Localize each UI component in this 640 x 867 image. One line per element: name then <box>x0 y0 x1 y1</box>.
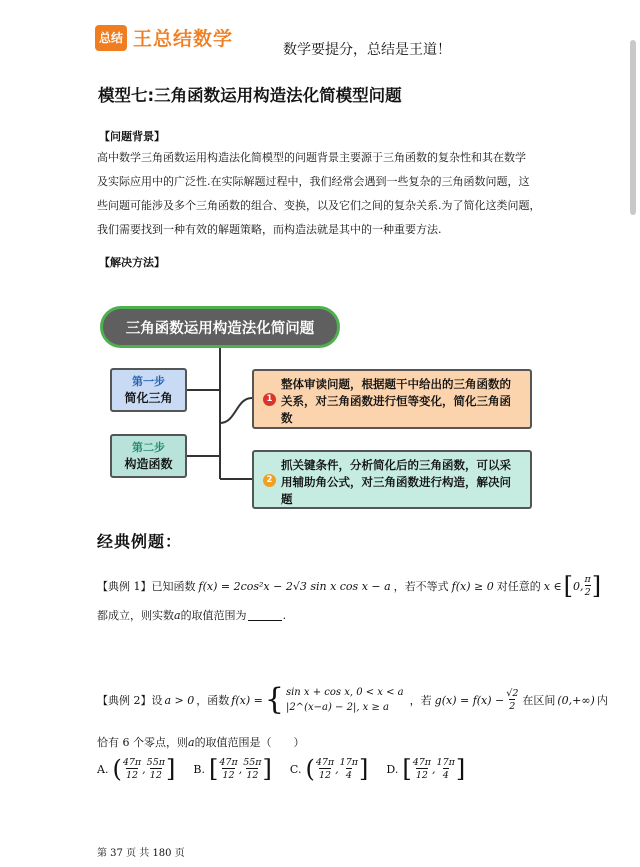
fraction-denominator: 4 <box>442 770 449 781</box>
example1-line2 <box>97 607 286 623</box>
diagram-step2 <box>110 434 187 478</box>
example2-text: ，函数 <box>196 694 230 707</box>
example1-text2: 对任意的 <box>496 580 541 593</box>
option-open: ( <box>112 755 122 783</box>
number-badge-icon: 2 <box>263 474 276 487</box>
diagram-step1 <box>110 368 187 412</box>
box1-text: 整体审读问题，根据题干中给出的三角函数的关系，对三角函数进行恒等变化，简化三角函数 <box>281 377 511 425</box>
example2-label: 【典例 2】设 <box>97 694 163 707</box>
option-fraction-2 <box>243 757 261 781</box>
example2-fraction <box>506 688 518 712</box>
example1-text: ，若不等式 <box>393 580 449 593</box>
option-d[interactable] <box>386 757 465 781</box>
example1-domain-low: 0, <box>572 579 584 593</box>
example1-fraction <box>584 574 590 598</box>
example2-line2-b: 的取值范围是（ ） <box>194 736 305 749</box>
diagram-root: 三角函数运用构造法化简问题 <box>100 306 340 348</box>
option-comma: , <box>142 762 146 776</box>
option-comma: , <box>432 762 436 776</box>
example2-line1 <box>97 682 608 717</box>
example2-gx: g(x) = f(x) − <box>434 693 505 707</box>
answer-blank <box>248 610 282 621</box>
left-bracket: [ <box>563 572 573 600</box>
piece-1: sin x + cos x, 0 < x < a <box>285 687 404 698</box>
paragraph-line: 及实际应用中的广泛性.在实际解题过程中，我们经常会遇到一些复杂的三角函数问题，这 <box>97 175 530 188</box>
example2-line2 <box>97 734 305 750</box>
example2-text3: 在区间 <box>522 694 556 707</box>
fraction-numerator: 55π <box>146 757 166 768</box>
option-close: ] <box>359 755 369 783</box>
fraction-denominator: 12 <box>149 770 162 781</box>
option-open: [ <box>402 755 412 783</box>
diagram-box2 <box>252 450 532 509</box>
option-fraction-1 <box>123 757 141 781</box>
option-comma: , <box>335 762 339 776</box>
example2-fx: f(x) = <box>231 693 263 707</box>
option-label: C. <box>289 762 302 776</box>
slogan: 数学要提分，总结是王道！ <box>283 42 451 58</box>
paragraph-line: 些问题可能涉及多个三角函数的组合、变换，以及它们之间的复杂关系.为了简化这类问题， <box>97 199 541 212</box>
option-close: ] <box>166 755 176 783</box>
example2-condition: a > 0 <box>164 693 195 707</box>
example1-domain-var: x ∈ <box>543 579 562 593</box>
fraction-denominator: 12 <box>125 770 139 781</box>
box2-text: 抓关键条件，分析简化后的三角函数，可以采用辅助角公式，对三角函数进行构造，解决问题 <box>281 458 511 506</box>
logo-badge: 总结 <box>95 25 127 51</box>
step2-main: 构造函数 <box>124 457 173 471</box>
example2-line2-a: 恰有 6 个零点，则 <box>97 736 188 749</box>
option-c[interactable] <box>290 757 368 781</box>
paragraph-line: 高中数学三角函数运用构造法化简模型的问题背景主要源于三角函数的复杂性和其在数学 <box>97 151 526 164</box>
option-fraction-2 <box>437 757 455 781</box>
example1-function: f(x) = 2cos²x − 2√3 sin x cos x − a <box>198 579 391 593</box>
option-label: B. <box>193 762 205 776</box>
page-footer: 第 37 页 共 180 页 <box>97 848 185 859</box>
background-label: 【问题背景】 <box>99 130 165 143</box>
background-paragraph <box>97 146 552 242</box>
examples-heading: 经典例题： <box>97 532 183 551</box>
example2-interval: (0,+∞) <box>557 693 595 707</box>
fraction-denominator: 12 <box>415 770 428 781</box>
example1-line2-b: 的取值范围为 <box>180 609 247 622</box>
fraction-denominator: 2 <box>509 701 516 712</box>
option-fraction-2 <box>147 757 165 781</box>
fraction-denominator: 4 <box>345 770 352 781</box>
fraction-numerator: 17π <box>339 757 359 768</box>
piecewise-function <box>286 685 404 715</box>
method-label: 【解决方法】 <box>99 256 165 269</box>
option-open: [ <box>208 755 219 783</box>
example2-var: a <box>188 735 195 749</box>
step1-main: 简化三角 <box>124 391 173 405</box>
number-badge-icon: 1 <box>263 393 276 406</box>
piece-2: |2^(x−a) − 2|, x ≥ a <box>285 702 390 713</box>
fraction-numerator: 17π <box>436 757 455 768</box>
example1-line1 <box>97 574 601 598</box>
example1-label: 【典例 1】已知函数 <box>97 580 196 593</box>
diagram-box1 <box>252 369 532 429</box>
fraction-denominator: 2 <box>584 587 591 598</box>
option-close: ] <box>455 755 466 783</box>
example1-inequality: f(x) ≥ 0 <box>451 579 494 593</box>
brand-logo <box>95 24 233 51</box>
example1-line2-c: . <box>282 608 287 622</box>
fraction-numerator: √2 <box>506 688 519 699</box>
option-label: D. <box>386 762 399 776</box>
left-brace: { <box>264 682 284 717</box>
fraction-denominator: 12 <box>246 770 259 781</box>
fraction-denominator: 12 <box>222 770 235 781</box>
example2-options <box>97 757 483 781</box>
fraction-numerator: 55π <box>243 757 262 768</box>
option-fraction-1 <box>413 757 431 781</box>
fraction-numerator: 47π <box>219 757 238 768</box>
example2-text4: 内 <box>596 694 608 707</box>
page-title: 模型七:三角函数运用构造法化简模型问题 <box>98 86 402 105</box>
fraction-numerator: 47π <box>122 757 142 768</box>
step2-small: 第二步 <box>132 441 165 454</box>
option-comma: , <box>238 762 243 776</box>
option-fraction-1 <box>219 757 237 781</box>
option-fraction-1 <box>316 757 334 781</box>
paragraph-line: 我们需要找到一种有效的解题策略，而构造法就是其中的一种重要方法. <box>97 223 442 236</box>
fraction-numerator: π <box>584 574 591 585</box>
fraction-denominator: 12 <box>318 770 332 781</box>
logo-text: 王总结数学 <box>133 28 234 50</box>
example1-line2-a: 都成立，则实数 <box>97 609 174 622</box>
option-label: A. <box>97 762 109 776</box>
option-close: ] <box>262 755 272 783</box>
fraction-numerator: 47π <box>412 757 432 768</box>
example2-text2: ，若 <box>409 694 432 707</box>
fraction-numerator: 47π <box>315 757 335 768</box>
option-b[interactable] <box>193 757 272 781</box>
scrollbar[interactable] <box>630 40 636 215</box>
option-fraction-2 <box>340 757 358 781</box>
option-a[interactable] <box>97 757 175 781</box>
option-open: ( <box>305 755 315 783</box>
example1-var: a <box>174 608 181 622</box>
step1-small: 第一步 <box>132 375 165 388</box>
connector-box1 <box>220 398 252 423</box>
right-bracket: ] <box>591 572 602 600</box>
